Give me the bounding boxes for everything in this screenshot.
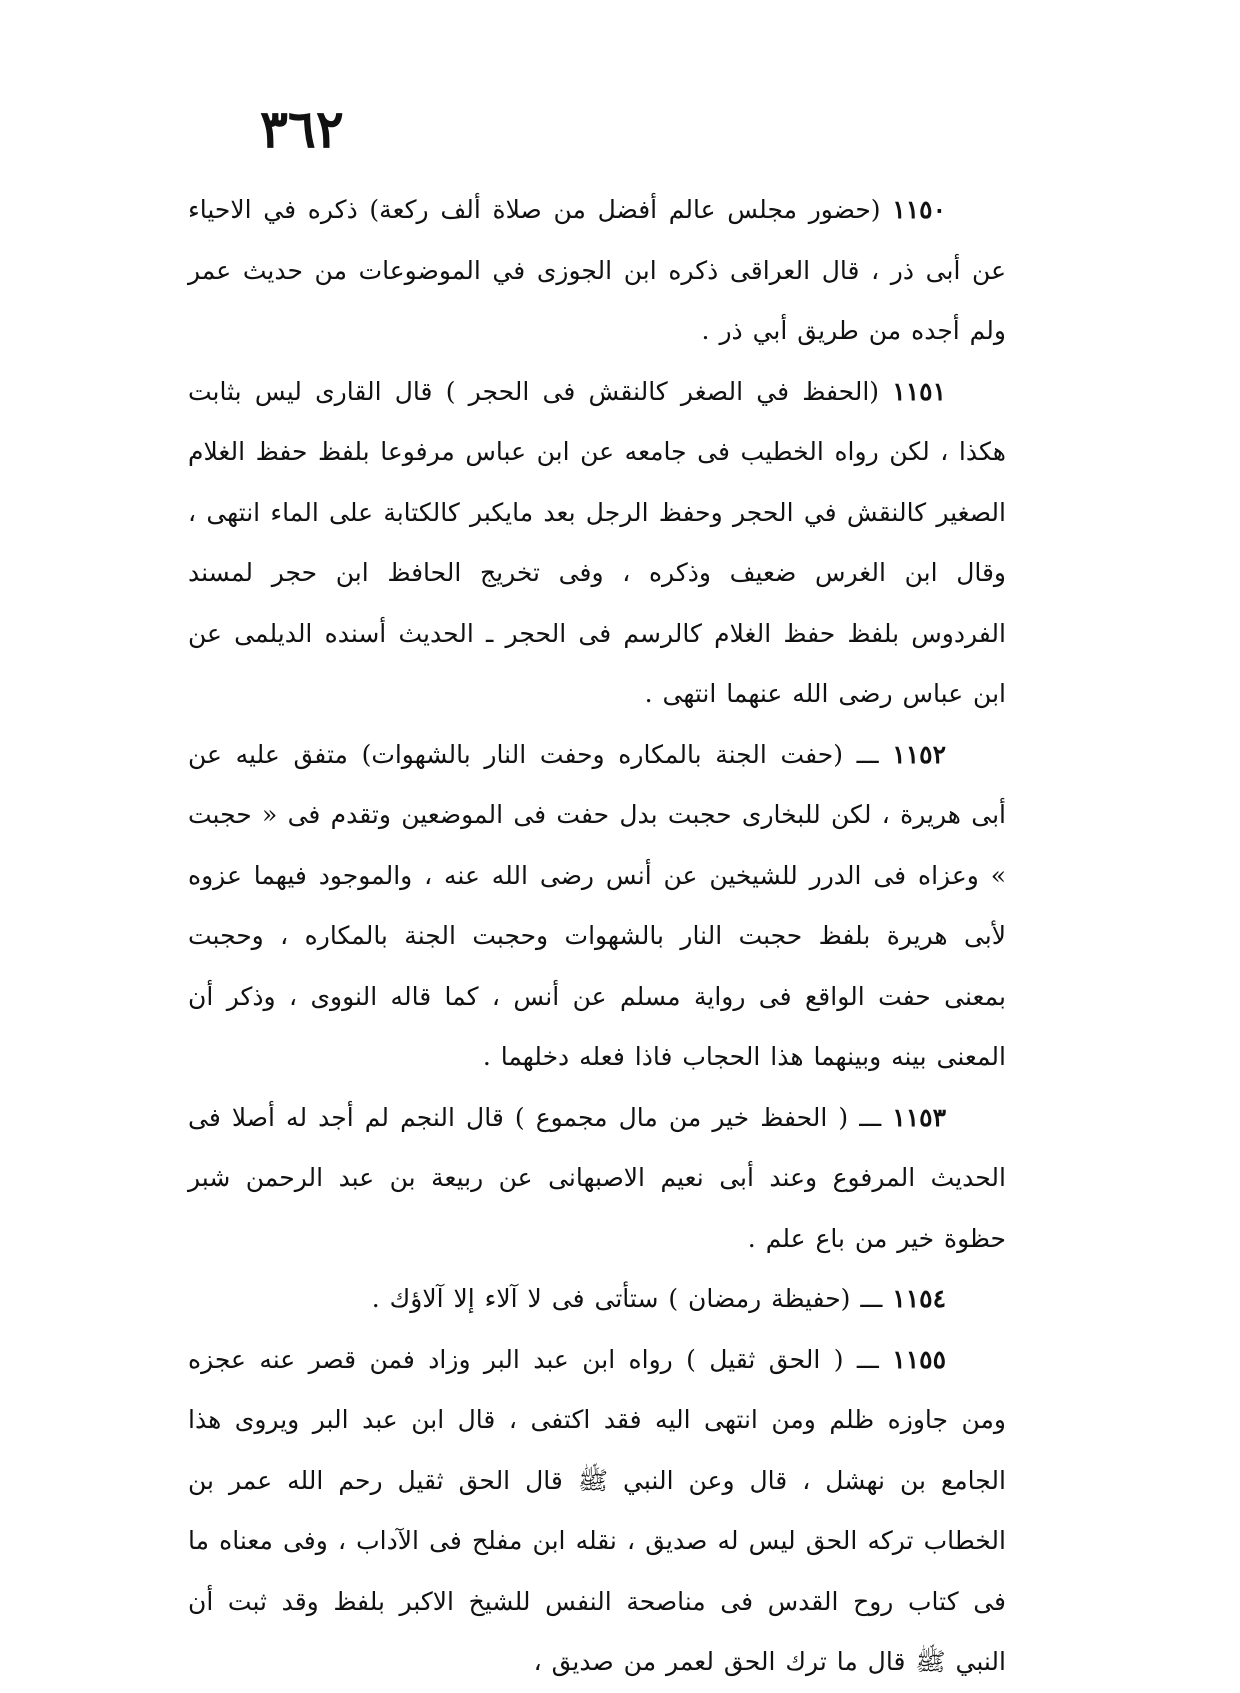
- entry-1150: [188, 180, 1006, 362]
- entry-1151: [188, 362, 1006, 725]
- entry-text: (الحفظ في الصغر كالنقش فى الحجر ) قال القارى ليس بثابت هكذا ، لكن رواه الخطيب فى جامعه عن ابن عباس مرفوعا بلفظ حفظ الغلام الصغير كالنقش في الحجر وحفظ الرجل بعد مايكبر كالكتابة على الماء انتهى ، وقال ابن الغرس ضعيف وذكره ، وفى تخريج الحافظ ابن حجر لمسند الفردوس بلفظ حفظ الغلام كالرسم فى الحجر ـ الحديث أسنده الديلمى عن ابن عباس رضى الله عنهما انتهى .: [188, 376, 1006, 708]
- page-number: ٣٦٢: [260, 99, 344, 160]
- entry-1153: [188, 1088, 1006, 1270]
- entry-number: ١١٥٤: [892, 1284, 946, 1313]
- entry-number: ١١٥٠: [892, 195, 946, 224]
- entry-1155: [188, 1330, 1006, 1693]
- entry-text: (حضور مجلس عالم أفضل من صلاة ألف ركعة) ذكره في الاحياء عن أبى ذر ، قال العراقى ذكره ابن الجوزى في الموضوعات من حديث عمر ولم أجده من طريق أبي ذر .: [188, 195, 1006, 345]
- entry-number: ١١٥١: [892, 376, 946, 406]
- entry-text: ـــ (حفيظة رمضان ) ستأتى فى لا آلاء إلا آلاؤك .: [371, 1284, 893, 1313]
- entry-text: ـــ (حفت الجنة بالمكاره وحفت النار بالشهوات) متفق عليه عن أبى هريرة ، لكن للبخارى حجبت بدل حفت فى الموضعين وتقدم فى « حجبت » وعزاه فى الدرر للشيخين عن أنس رضى الله عنه ، والموجود فيهما عزوه لأبى هريرة بلفظ حجبت النار بالشهوات وحجبت الجنة بالمكاره ، وحجبت بمعنى حفت الواقع فى رواية مسلم عن أنس ، كما قاله النووى ، وذكر أن المعنى بينه وبينهما هذا الحجاب فاذا فعله دخلهما .: [188, 739, 1006, 1071]
- entry-number: ١١٥٢: [892, 739, 946, 769]
- entry-text: ـــ ( الحق ثقيل ) رواه ابن عبد البر وزاد فمن قصر عنه عجزه ومن جاوزه ظلم ومن انتهى اليه فقد اكتفى ، قال ابن عبد البر ويروى هذا الجامع بن نهشل ، قال وعن النبي ﷺ قال الحق ثقيل رحم الله عمر بن الخطاب تركه الحق ليس له صديق ، نقله ابن مفلح فى الآداب ، وفى معناه ما فى كتاب روح القدس فى مناصحة النفس للشيخ الاكبر بلفظ وقد ثبت أن النبي ﷺ قال ما ترك الحق لعمر من صديق ،: [188, 1344, 1006, 1676]
- entry-number: ١١٥٥: [892, 1344, 946, 1374]
- entry-1154: [188, 1269, 1006, 1330]
- entry-1152: [188, 725, 1006, 1088]
- entry-text: ـــ ( الحفظ خير من مال مجموع ) قال النجم لم أجد له أصلا فى الحديث المرفوع وعند أبى نعيم الاصبهانى عن ربيعة بن عبد الرحمن شبر حظوة خير من باع علم .: [188, 1102, 1006, 1253]
- entry-number: ١١٥٣: [892, 1102, 946, 1132]
- document-page: [188, 99, 1006, 1676]
